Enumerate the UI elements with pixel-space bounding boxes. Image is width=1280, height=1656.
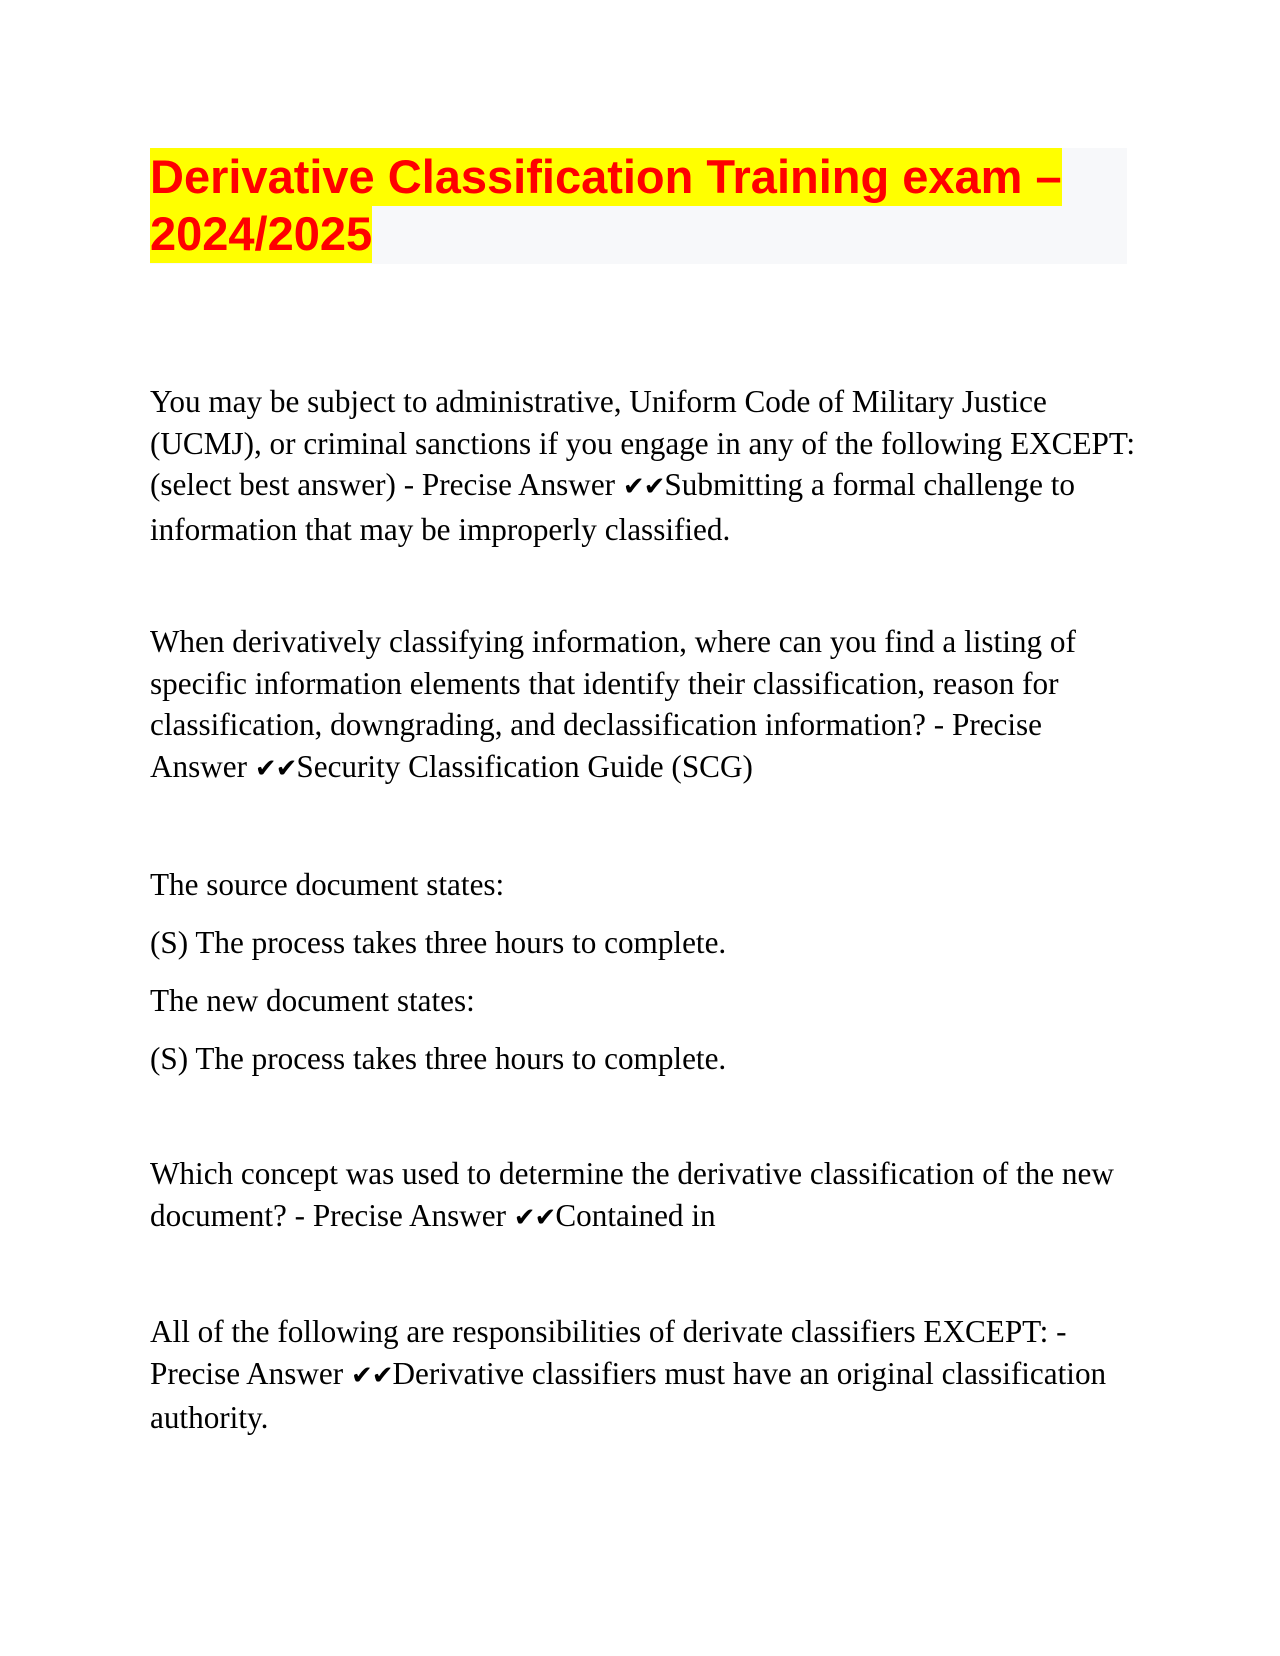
question-text: You may be subject to administrative, Uniform Code of Military Justice (UCMJ), or criminal sanctions if you engage in any of the following EXCEPT: (select best answer) -	[150, 384, 1136, 502]
qa-item-3	[150, 1153, 1135, 1239]
double-check-icon: ✔✔	[254, 753, 297, 784]
double-check-icon: ✔✔	[513, 1202, 556, 1233]
qa-item-2	[150, 621, 1135, 790]
answer-prefix: Precise Answer	[421, 467, 616, 502]
document-title	[150, 148, 1127, 262]
context-line: The new document states:	[150, 983, 475, 1018]
title-block	[150, 148, 1127, 264]
double-check-icon: ✔✔	[350, 1360, 393, 1391]
qa-item-1	[150, 381, 1135, 550]
context-line: (S) The process takes three hours to complete.	[150, 1041, 727, 1076]
answer-text: Submitting a formal challenge to information that may be improperly classified.	[150, 467, 1075, 547]
context-line: (S) The process takes three hours to complete.	[150, 925, 727, 960]
answer-prefix: Precise Answer	[150, 707, 1043, 784]
answer-text: Security Classification Guide (SCG)	[296, 748, 753, 784]
qa-item-4	[150, 1311, 1135, 1439]
answer-text: Contained in	[555, 1197, 716, 1233]
context-line: The source document states:	[150, 867, 505, 902]
double-check-icon: ✔✔	[622, 472, 665, 502]
question-text: All of the following are responsibilities of derivate classifiers EXCEPT: -	[150, 1314, 1067, 1349]
question-text: Which concept was used to determine the derivative classification of the new document? -	[150, 1156, 1114, 1233]
title-highlight: Derivative Classification Training exam – 2024/2025	[150, 148, 1062, 263]
answer-text: Derivative classifiers must have an original classification authority.	[150, 1355, 1107, 1435]
answer-prefix: Precise Answer	[150, 1355, 344, 1391]
answer-prefix: Precise Answer	[312, 1197, 506, 1233]
question-text: When derivatively classifying information, where can you find a listing of specific information elements that identify their classification, reason for classification, downgrading, and declassification information? -	[150, 624, 1076, 742]
